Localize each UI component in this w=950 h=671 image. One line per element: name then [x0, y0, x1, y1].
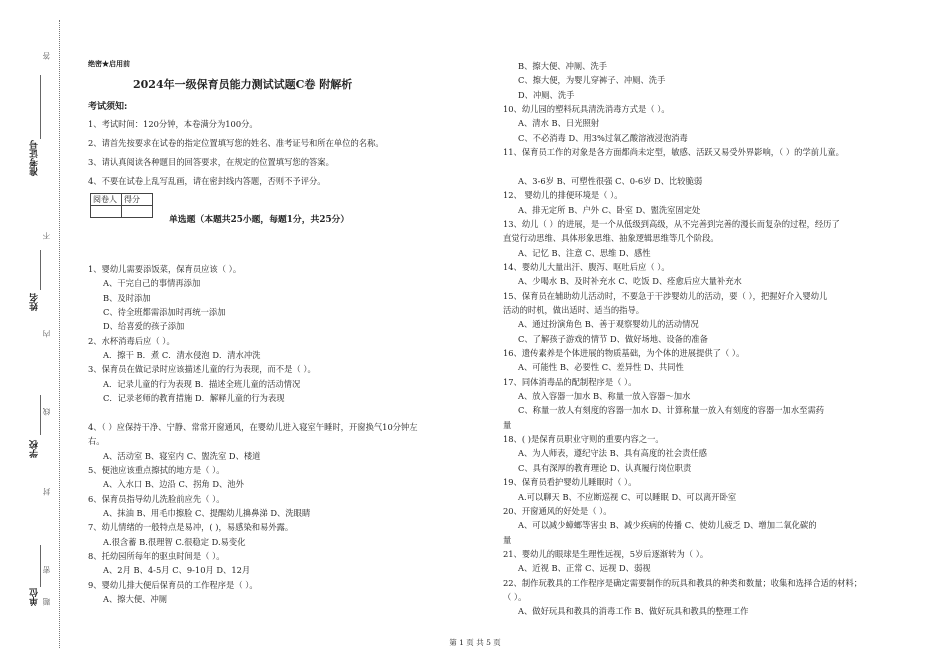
answer-option-line: A、擦大便、冲厕 — [103, 594, 168, 605]
section-heading: 单选题（本题共25小题，每题1分，共25分） — [169, 215, 350, 225]
answer-option-line: A、入水口 B、边沿 C、拐角 D、池外 — [103, 479, 244, 490]
question-line: 19、保育员看护婴幼儿睡眠时（ ）。 — [503, 477, 637, 488]
answer-option-line: A、3-6岁 B、可塑性很强 C、0-6岁 D、比较脆弱 — [518, 175, 703, 186]
answer-option-line: D、冲厕、洗手 — [518, 89, 575, 100]
question-line: 22、制作玩教具的工作程序是确定需要制作的玩具和教具的种类和数量；收集和选择合适的材料； — [503, 577, 863, 588]
question-line: 14、婴幼儿大量出汗、腹泻、呕吐后应（ ）。 — [503, 261, 670, 272]
score-table-cell — [122, 206, 153, 218]
question-line: 11、保育员工作的对象是各方面都尚未定型，敏感、活跃又易受外界影响，（ ）的学前儿童。 — [503, 147, 844, 158]
exam-number-blank — [40, 75, 41, 139]
answer-option-line: A．擦干 B．煮 C．清水侵泡 D．清水冲洗 — [103, 350, 261, 361]
notice-line: 4、不要在试卷上乱写乱画，请在密封线内答题，否则不予评分。 — [88, 176, 326, 186]
question-line: 5、便池应该重点擦拭的地方是（ ）。 — [88, 464, 225, 475]
answer-option-line: A、干完自己的事情再添加 — [103, 278, 201, 289]
question-line: 7、幼儿情绪的一般特点是易冲，( )，易感染和易外露。 — [88, 522, 294, 533]
score-table-reviewer: 阅卷人 — [91, 194, 122, 206]
question-line: 15、保育员在辅助幼儿活动时，不要急于干涉婴幼儿的活动，要（ ），把握好介入婴幼儿 — [503, 290, 828, 301]
answer-option-line: A、可以减少蟑螂等害虫 B、减少疾病的传播 C、使幼儿疲乏 D、增加二氧化碳的 — [518, 520, 817, 531]
question-line: 12、 婴幼儿的排便环境是（ ）。 — [503, 190, 623, 201]
answer-option-line: A、通过扮演角色 B、善于观察婴幼儿的活动情况 — [518, 319, 699, 330]
question-line: 直觉行动思维、具体形象思维、抽象逻辑思维等几个阶段。 — [503, 233, 719, 244]
score-table-cell — [91, 206, 122, 218]
answer-option-line: C．记录老师的教育措施 D．解释儿童的行为表现 — [103, 393, 285, 404]
notice-line: 2、请首先按要求在试卷的指定位置填写您的姓名、准考证号和所在单位的名称。 — [88, 138, 384, 148]
answer-option-line: A、排无定所 B、户外 C、卧室 D、盥洗室固定处 — [518, 204, 701, 215]
seal-mark-ti: 题 — [42, 598, 51, 606]
label-unit: 单位 — [30, 588, 40, 606]
question-line: 10、幼儿园的塑料玩具清洗消毒方式是（ ）。 — [503, 104, 670, 115]
answer-option-line: C、待全班都需添加时再统一添加 — [103, 307, 226, 318]
answer-option-line: A、为人师表，遵纪守法 B、具有高度的社会责任感 — [518, 448, 707, 459]
question-line: 9、婴幼儿排大便后保育员的工作程序是（ ）。 — [88, 579, 258, 590]
question-line: 量 — [503, 419, 512, 430]
question-line: 8、托幼园所每年的驱虫时间是（ ）。 — [88, 551, 225, 561]
answer-option-line: A、记忆 B、注意 C、思维 D、感性 — [518, 247, 651, 258]
question-line: 16、遗传素养是个体进展的物质基础，为个体的进展提供了（ ）。 — [503, 348, 745, 358]
answer-option-line: A、近视 B、正常 C、远视 D、弱视 — [518, 563, 651, 574]
question-line: 18、( )是保育员职业守则的重要内容之一。 — [503, 434, 664, 445]
label-school: 学校 — [30, 440, 40, 458]
notice-line: 1、考试时间：120分钟，本卷满分为100分。 — [88, 119, 258, 129]
seal-mark-feng: 封 — [42, 488, 51, 496]
answer-option-line: C、称量一放人有刻度的容器一加水 D、计算称量一放入有刻度的容器一加水至需药 — [518, 405, 825, 416]
answer-option-line: A．记录儿童的行为表现 B．描述全班儿童的活动情况 — [103, 378, 301, 389]
score-table — [90, 193, 153, 218]
seal-mark-mi: 密 — [42, 566, 51, 574]
answer-option-line: A、少喝水 B、及时补充水 C、吃饭 D、痊愈后应大量补充水 — [518, 276, 742, 287]
answer-option-line: C、不必消毒 D、用3%过氧乙酸溶液浸泡消毒 — [518, 132, 688, 143]
label-name: 姓名 — [30, 293, 40, 311]
answer-option-line: A.很含蓄 B.很理智 C.很稳定 D.易变化 — [103, 536, 246, 547]
name-blank — [40, 250, 41, 290]
question-line: 21、婴幼儿的眼球是生理性远视，5岁后逐渐转为（ ）。 — [503, 548, 709, 559]
answer-option-line: D、给喜爱的孩子添加 — [103, 321, 185, 332]
answer-option-line: A、活动室 B、寝室内 C、盥洗室 D、楼道 — [103, 450, 261, 461]
school-blank — [40, 395, 41, 435]
answer-option-line: A、清水 B、日光照射 — [518, 118, 600, 129]
answer-option-line: B、及时添加 — [103, 292, 151, 303]
notice-line: 3、请认真阅读各种题目的回答要求，在规定的位置填写您的答案。 — [88, 157, 334, 167]
seal-mark-bu: 不 — [42, 232, 51, 240]
seal-mark-da: 答 — [42, 52, 51, 60]
notice-heading: 考试须知: — [88, 102, 128, 112]
answer-option-line: B、擦大便、冲厕、洗手 — [518, 61, 608, 71]
answer-option-line: A、2月 B、4-5月 C、9-10月 D、12月 — [103, 565, 251, 576]
answer-option-line: A、做好玩具和教具的消毒工作 B、做好玩具和教具的整理工作 — [518, 606, 749, 617]
seal-mark-xian: 线 — [42, 408, 51, 416]
question-line: 1、婴幼儿需要添饭菜，保育员应该（ ）。 — [88, 264, 242, 274]
question-line: 3、保育员在做记录时应该描述儿童的行为表现，而不是（ ）。 — [88, 364, 316, 375]
answer-option-line: A.可以聊天 B、不应断巡视 C、可以睡眠 D、可以离开卧室 — [518, 491, 737, 502]
score-table-score: 得分 — [122, 194, 153, 206]
seal-mark-nei: 内 — [42, 330, 51, 338]
seal-dotted-line — [59, 20, 60, 648]
answer-option-line: A、可能性 B、必要性 C、差异性 D、共同性 — [518, 362, 684, 373]
page-footer: 第 1 页 共 5 页 — [449, 638, 501, 647]
answer-option-line: A、抹油 B、用毛巾擦脸 C、提醒幼儿擤鼻涕 D、洗眼睛 — [103, 507, 311, 518]
secret-mark: 绝密★启用前 — [88, 59, 130, 68]
question-line: 4、（ ）应保持干净、宁静、常常开窗通风，在婴幼儿进入寝室午睡时，开窗换气10分钟左 — [88, 421, 418, 432]
question-line: 6、保育员指导幼儿洗脸前应先（ ）。 — [88, 493, 225, 504]
question-line: （ ）。 — [503, 591, 527, 602]
answer-option-line: C、了解孩子游戏的情节 D、做好场地、设备的准备 — [518, 333, 708, 344]
question-line: 17、同体消毒品的配制程序是（ ）。 — [503, 376, 637, 387]
question-line: 2、水杯消毒后应（ ）。 — [88, 335, 175, 346]
question-line: 右。 — [88, 436, 105, 447]
question-line: 20、开窗通风的好处是（ ）。 — [503, 505, 612, 516]
label-exam-number: 准考证号 — [30, 140, 40, 176]
question-line: 量 — [503, 534, 512, 545]
page-title: 2024年一级保育员能力测试试题C卷 附解析 — [133, 78, 353, 91]
question-line: 13、幼儿（ ）的进展，是一个从低级到高级，从不完善到完善的漫长而复杂的过程，经历了 — [503, 218, 840, 229]
answer-option-line: C、具有深厚的教育理论 D、认真履行岗位职责 — [518, 462, 692, 473]
unit-blank — [40, 545, 41, 587]
answer-option-line: C、擦大便，为婴儿穿裤子、冲厕、洗手 — [518, 75, 666, 86]
answer-option-line: A、放入容器一加水 B、称量一放入容器～加水 — [518, 391, 691, 402]
question-line: 活动的时机，做出适时、适当的指导。 — [503, 304, 645, 315]
